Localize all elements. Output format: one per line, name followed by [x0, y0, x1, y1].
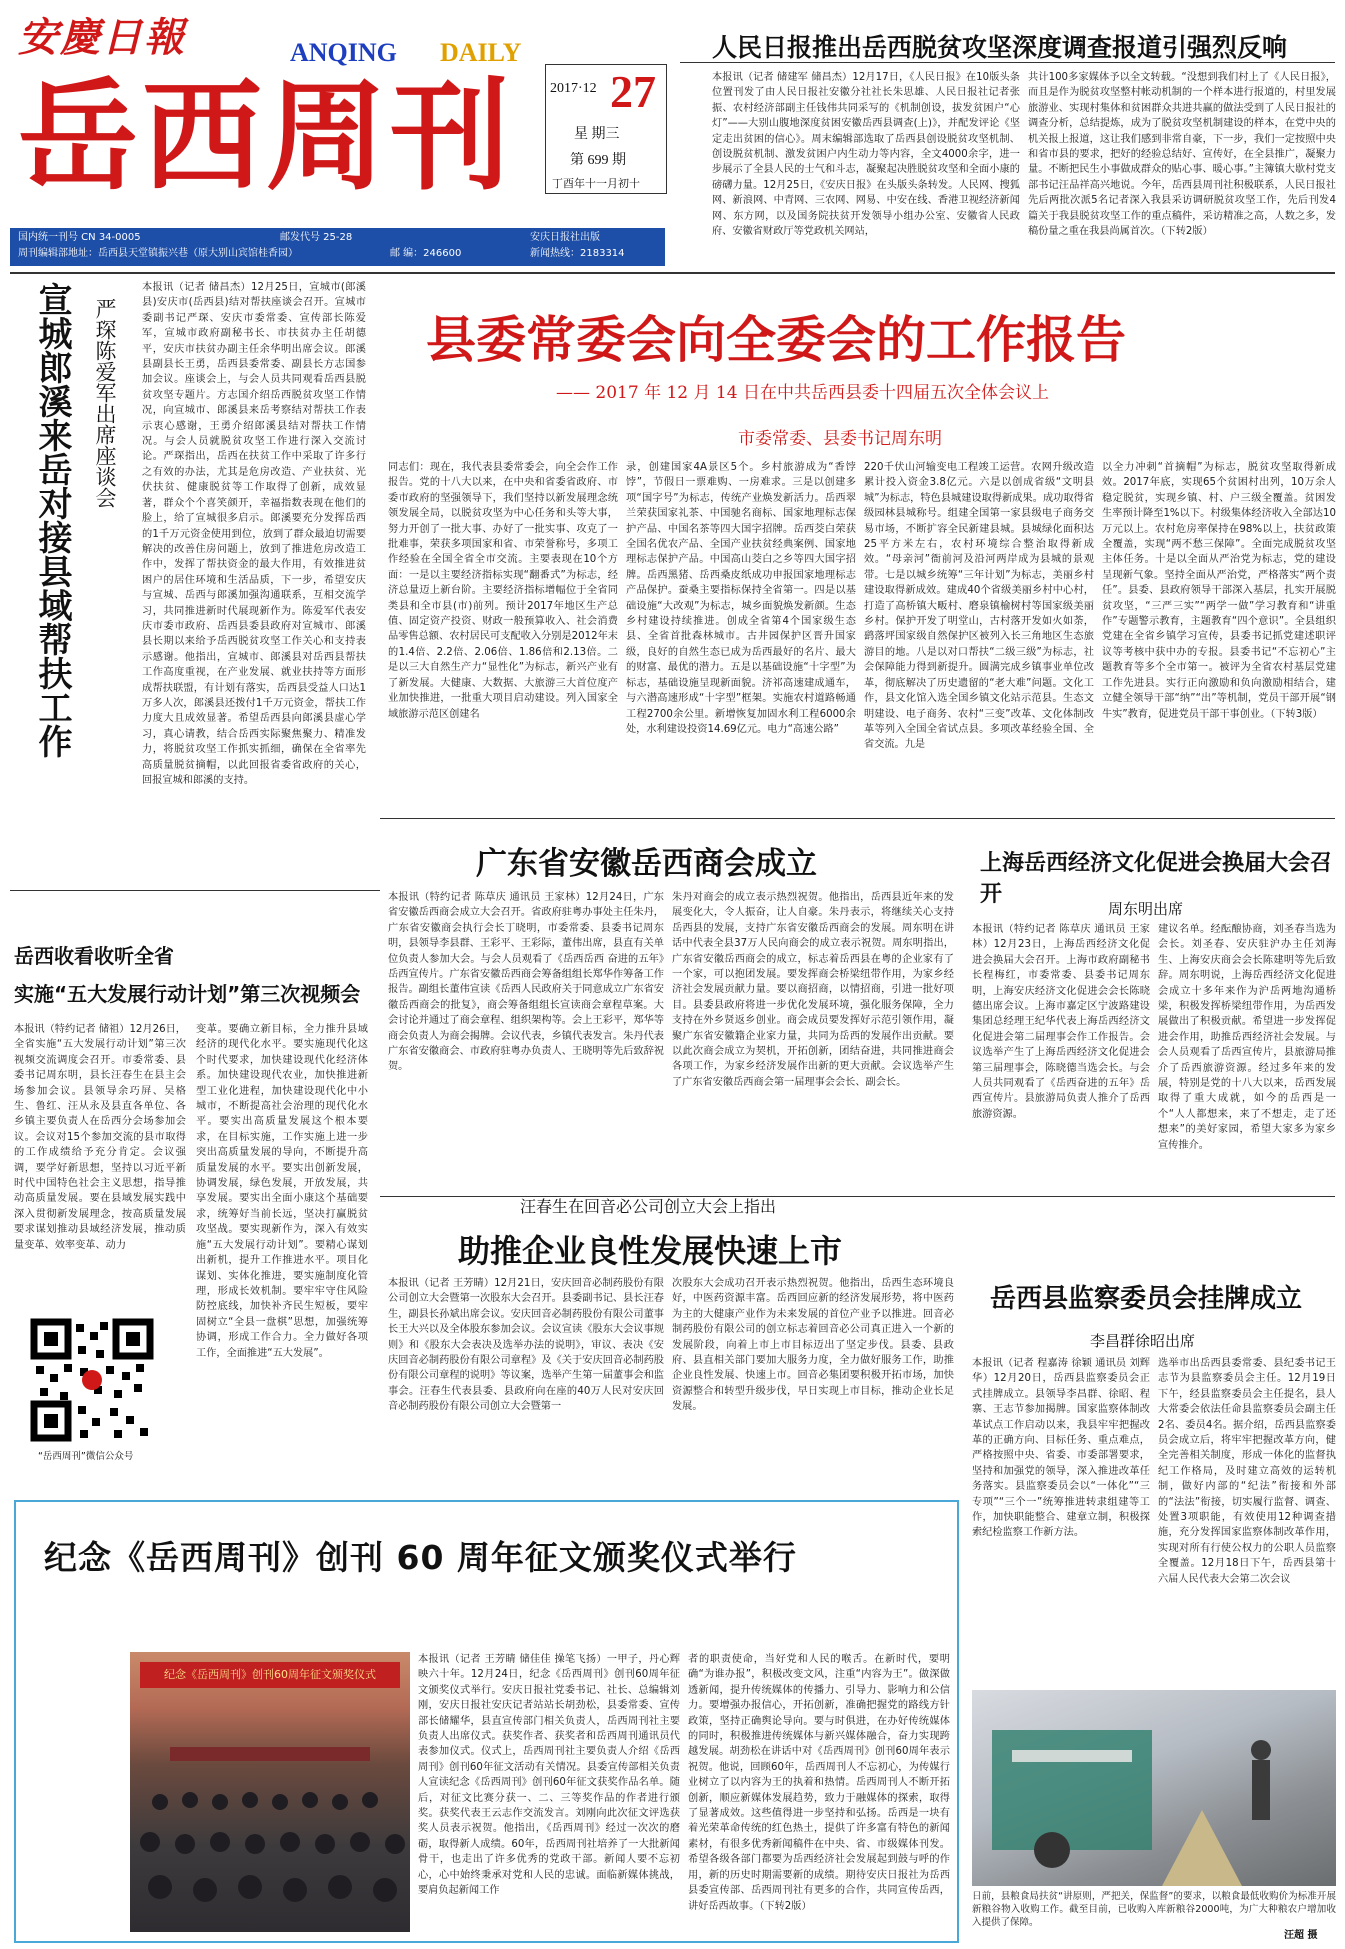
anniversary-col2: 者的职责使命，当好党和人民的喉舌。在新时代，要明确“为谁办报”，积极改变文风，注重“内容为王”。做深做透新闻，提升传统媒体的传播力、引导力、影响力和公信力。要增强办报信心，开拓创新，准确把握党的路线方针政策，坚持正确舆论导向。要与时俱进，在办好传统媒体的同时，积极推进传统媒体与新兴媒体融合，奋力实现跨越发展。胡劲松在讲话中对《岳西周刊》创刊60周年表示祝贺。他说，回顾60年，岳西周刊人不忘初心，为传媒行业树立了以内容为王的执着和热情。岳西周刊人不断开拓创新，顺应新媒体发展趋势，致力于融媒体的探索，取得了显著成效。这些值得进一步坚持和弘扬。岳西是一块有着光荣革命传统的红色热土，提供了许多富有特色的新闻素材，有很多优秀新闻稿件在中央、省、市级媒体刊发。希望各级各部门都要为岳西经济社会发展起到鼓与呼的作用，新的历史时期需要新的成绩。期待安庆日报社为岳西县委宣传部、岳西周刊社有更多的合作，共同宣传岳西，讲好岳西故事。（下转2版） — [688, 1654, 950, 1912]
jiancha-col2: 选举市出岳西县委常委、县纪委书记王志节为县监察委员会主任。12月19日下午，经县监察委员会主任提名，县人大常委会依法任命县监察委员会副主任2名、委员4名。据介绍，岳西县监察委员会成立后，将牢牢把握改革方向，健全完善相关制度，形成一体化的监督执纪工作格局，及时建立高效的运转机制，做好内部的“纪法”衔接和外部的“法法”衔接，切实履行监督、调查、处置3项职能，有效使用12种调查措施，充分发挥国家监察体制改革作用，实现对所有行使公权力的公职人员监察全覆盖。12月18日下午，岳西县第十六届人民代表大会第二次会议 — [1158, 1358, 1336, 1585]
weekly-title: 岳西周刊 — [18, 68, 514, 207]
anniversary-col1: 本报讯（记者 王芳睛 储佳佳 操笔飞扬）一甲子，丹心辉映六十年。12月24日，纪念《岳西周刊》创刊60周年征文颁奖仪式举行。安庆日报社党委书记、社长、总编辑刘刚，安庆日报社安庆记者站站长胡劲松，县委常委、宣传部长储耀华，县直宣传部门相关负责人，岳西周刊社主要负责人出席仪式。获奖作者、获奖者和岳西周刊通讯员代表参加仪式。仪式上，岳西周刊社主要负责人介绍《岳西周刊》创刊60年征文活动有关情况。县委宣传部相关负责人宣读纪念《岳西周刊》创刊60年征文获奖作品名单。随后，对征文比赛分获一、二、三等奖作品的作者进行颁奖。获奖代表王云志作交流发言。刘刚向此次征文评选获奖人员表示祝贺。他指出，《岳西周刊》经过一次次的磨砺，取得新人成绩。60年，岳西周刊社培养了一大批新闻骨干，也走出了许多优秀的党政干部。新闻人要不忘初心，心中始终秉承对党和人民的忠诚。面临新媒体挑战，要肩负起新闻工作 — [418, 1654, 680, 1897]
main-report-byline: 市委常委、县委书记周东明 — [738, 429, 942, 449]
left-vertical-body: 本报讯（记者 储昌杰）12月25日，宣城市(郎溪县)安庆市(岳西县)结对帮扶座谈会召开。宣城市委副书记严琛、安庆市委常委、宣传部长陈爱军，宣城市政府副秘书长、市扶贫办主任胡德平，安庆市扶贫办副主任余华明出席会议。郎溪县副县长王勇，岳西县委常委、副县长方志国参加会议。座谈会上，与会人员共同观看岳西县脱贫攻坚专题片。方志国介绍岳西脱贫攻坚工作情况，向宣城市、郎溪县来岳考察结对帮扶工作表示衷心感谢，王勇介绍郎溪县结对帮扶工作情况。与会人员就脱贫攻坚工作进行深入交流讨论。严琛指出，岳西在扶贫工作中采取了许多行之有效的办法，尤其是危房改造、产业扶贫、光伏扶贫、健康脱贫等工作取得了创新，成效显著，群众个个喜笑颜开，幸福指数表现在他们的脸上，给了宣城很多启示。郎溪要充分发挥岳西的1千万元资金使用到位，放到了群众最迫切需要解决的改善住房问题上，放到了推进危房改造工作中，发挥了帮扶资金的最大作用，有效推进贫困户的居住环境和生活品质，下一步，希望安庆与宣城、岳西与郎溪加强沟通联系，互相交流学习，共同推进新时代展现新作为。陈爱军代表安庆市委市政府、岳西县委县政府对宣城市、郎溪县长期以来给予岳西脱贫攻坚工作关心和支持表示感谢。他指出，宣城市、郎溪县对岳西县帮扶工作高度重视，在产业发展、就业扶持等方面形成帮扶联盟，有计划有落实，岳西县受益人口达1万多人次，郎溪县还拨付1千万元资金，帮扶工作力度大且成效显著。希望岳西县向郎溪县虚心学习，真心请教，结合岳西实际聚焦聚力、精准发力，将脱贫攻坚工作抓实抓细，确保在全省率先高质量脱贫摘帽，以此回报省委省政府的关心，回报宣城和郎溪的支持。 — [142, 282, 366, 786]
anniversary-headline: 纪念《岳西周刊》创刊 60 周年征文颁奖仪式举行 — [44, 1538, 797, 1577]
shanghai-col2: 建议名单。经酝酿协商，刘圣春当选为会长。刘圣春、安庆驻沪办主任刘海生、上海安庆商会会长陈建明等先后致辞。周东明说，上海岳西经济文化促进会成立十多年来作为沪岳两地沟通桥梁，积极发挥桥梁纽带作用，为岳西发展做出了积极贡献。希望进一步发挥促进会作用，助推岳西经济社会发展。与会人员观看了岳西宣传片，县旅游局推介了岳西旅游资源。经过多年来的发展，特别是党的十八大以来，岳西发展取得了重大成就，如今的岳西是一个“人人都想来，来了不想走，走了还想来”的美好家园，希望大家多为家乡宣传推介。 — [1158, 924, 1336, 1151]
date-box — [545, 64, 667, 194]
info-address: 周刊编辑部地址：岳西县天堂镇振兴巷（原大别山宾馆桂香园） — [18, 248, 298, 259]
left-news2-col1: 本报讯（特约记者 储祖）12月26日，全省实施“五大发展行动计划”第三次视频交流调度会召开。市委常委、县委书记周东明，县长汪春生在县主会场参加会议。县领导余巧屏、吴格生、鲁红、汪从永及县直各单位、各乡镇主要负责人在岳西分会场参加会议。会议对15个参加交流的县市取得的工作成绩给予充分肯定。会议强调，要学好新思想，坚持以习近平新时代中国特色社会主义思想，指导推动高质量发展。要在县域发展实践中深入贯彻新发展理念，按高质量发展要求谋划推动县域经济发展，推动质量变革、效率变革、动力 — [14, 1024, 186, 1251]
main-report-subhead: —— 2017 年 12 月 14 日在中共岳西县委十四届五次全体会议上 — [556, 383, 1049, 403]
center-news-kicker: 汪春生在回音必公司创立大会上指出 — [520, 1197, 777, 1216]
left-vertical-subtitle: 严琛陈爱军出席座谈会 — [93, 298, 117, 508]
left-vertical-title: 宣城郎溪来岳对接县域帮扶工作 — [32, 282, 72, 758]
guangdong-col1: 本报讯（特约记者 陈草庆 通讯员 王家林）12月24日，广东省安徽岳西商会成立大会召开。省政府驻粤办事处主任朱丹，广东省安徽商会执行会长丁晓明，市委常委、县委书记周东明，县领导李县群、王彩平、王彩际，董伟出席，县直有关单位负责人参加大会。与会人员观看了《岳西岳西 奋进的五年》岳西宣传片。广东省安徽岳西商会筹备组组长郑华作筹备工作报告。副组长董伟宣读《岳西人民政府关于同意成立广东省安徽岳西商会的批复》，商会筹备组组长宣读商会章程草案。大会讨论并通过了商会章程、组织架构等。会上王彩平，郑华等商会负责人为商会揭牌。会议代表，乡镇代表发言。朱丹代表广东省安徽商会、市政府驻粤办负责人、王晓明等先后致辞祝贺。 — [388, 892, 664, 1073]
paper-name-en2: DAILY — [440, 38, 522, 67]
guangdong-headline: 广东省安徽岳西商会成立 — [476, 846, 817, 882]
date-year-month: 2017·12 — [550, 81, 597, 96]
top-right-headline: 人民日报推出岳西脱贫攻坚深度调查报道引强烈反响 — [712, 33, 1288, 62]
center-news-col2: 次股东大会成功召开表示热烈祝贺。他指出，岳西生态环境良好，中医药资源丰富。岳西回应新的经济发展形势，将中医药为主的大健康产业作为未来发展的首位产业予以推进。回音必制药股份有限公司的创立标志着回音必公司真正进入一个新的发展阶段，向着上市上市目标迈出了坚定步伐。县委、县政府、县直相关部门要加大服务力度，全力做好服务工作，助推企业良性发展、快速上市。回音必集团要积极开拓市场，加快资源整合和转型升级步伐，早日实现上市目标，推动企业长足发展。 — [672, 1278, 954, 1413]
info-postal-code: 邮发代号 25-28 — [280, 232, 353, 243]
info-zip: 邮 编：246600 — [390, 248, 462, 259]
paper-name: 安慶日報 — [18, 14, 186, 61]
date-day: 27 — [610, 66, 656, 117]
center-news-col1: 本报讯（记者 王芳睛）12月21日，安庆回音必制药股份有限公司创立大会暨第一次股东大会召开。县委副书记、县长汪春生，副县长孙斌出席会议。安庆回音必制药股份有限公司董事长王大兴以及全体股东参加会议。会议宣读《股东大会议事规则》和《股东大会表决及选举办法的说明》，审议、表决《安庆回音必制药股份有限公司章程》及《关于安庆回音必制药股份有限公司章程的说明》等议案，选举产生第一届董事会和监事会。汪春生代表县委、县政府向在座的40万人民对安庆回音必制药股份有限公司创立大会暨第一 — [388, 1278, 664, 1413]
info-hotline: 新闻热线：2183314 — [530, 248, 625, 259]
left-news2-headline2: 实施“五大发展行动计划”第三次视频会 — [14, 982, 361, 1006]
shanghai-col1: 本报讯（特约记者 陈草庆 通讯员 王家林）12月23日，上海岳西经济文化促进会换届大会召开。上海市政府副秘书长程梅红，市委常委、县委书记周东明，上海安庆经济文化促进会会长陈晓德出席会议。上海市嘉定区宁波路建设集团总经理王纪华代表上海岳西经济文化促进会第二届理事会作工作报告。会议选举产生了上海岳西经济文化促进会第三届理事会，陈晓德当选会长。与会人员共同观看了《岳西奋进的五年》岳西宣传片。县旅游局负责人推介了岳西旅游资源。 — [972, 924, 1150, 1120]
main-report-col1: 同志们：现在，我代表县委常委会，向全会作工作报告。党的十八大以来，在中央和省委省政府、市委市政府的坚强领导下，我们坚持以新发展理念统领发展全局，以脱贫攻坚为中心任务和头等大事，努力开创了一批大事、办好了一批实事、攻克了一批难事，荣获多项国家和省、市荣誉称号，多项工作经验在全国全省全市交流。主要表现在10个方面：一是以主要经济指标实现“翻番式”为标志，经济总量迈上新台阶。主要经济指标增幅位于全省同类县和全市县(市)前列。预计2017年地区生产总值、固定资产投资、财政一般预算收入、社会消费品零售总额、农村居民可支配收入分别是2012年末的1.4倍、2.2倍、2.06倍、1.86倍和2.13倍。二是以三大自然生产力“显性化”为标志，新兴产业有了新发展。大健康、大数据、大旅游三大首位度产业加快推进，一批重大项目启动建设。列入国家全域旅游示范区创建名 — [388, 462, 618, 720]
publication-info-bar — [10, 228, 665, 266]
info-cn-number: 国内统一刊号 CN 34-0005 — [18, 232, 141, 243]
grain-purchase-photo — [972, 1690, 1336, 1886]
info-publisher: 安庆日报社出版 — [530, 232, 600, 243]
grain-photo-caption: 日前，县粮食局扶贫“讲原则，严把关，保监督”的要求，以粮食最低收购价为标准开展新粮谷物入收购工作。截至目前，已收购入库新粮谷2000吨，为广大种粮农户增加收入提供了保障。 — [972, 1891, 1336, 1928]
jiancha-byline: 李昌群徐昭出席 — [1090, 1332, 1196, 1350]
weekday: 星 期三 — [574, 127, 620, 142]
qr-caption: “岳西周刊”微信公众号 — [38, 1451, 134, 1462]
main-report-col2: 录，创建国家4A景区5个。乡村旅游成为“香饽饽”，节假日一票难购、一房难求。三是以创建多项“国字号”为标志，传统产业焕发新活力。岳西翠兰荣获国家礼茶、中国驰名商标、国家地理标志保护产品、中国名茶等四大国字招牌。岳西茭白荣获全国名优农产品、全国产业扶贫经典案例、国家地理标志保护产品。中国高山茭白之乡等四大国字招牌。岳西黑猪、岳西桑皮纸成功申报国家地理标志产品保护。蚕桑主要指标保持全省第一。四是以基础设施“大改观”为标志，城乡面貌焕发新颜。生态乡村建设持续推进。创成全省第4个国家级生态县、全省首批森林城市。古井园保护区晋升国家级，良好的自然生态已成为岳西最好的名片、最大的财富、最优的潜力。五是以基础设施“十字型”为标志，基础设施呈现新面貌。济祁高速建成通车，与六潜高速形成“十字型”框架。实施农村道路畅通工程2700余公里。新增恢复加固水利工程6000余处，水利建设投资14.69亿元。电力“高速公路” — [626, 462, 856, 735]
grain-machine-illustration — [972, 1690, 1336, 1886]
left-news2-headline1: 岳西收看收听全省 — [14, 944, 174, 968]
paper-name-en1: ANQING — [290, 38, 397, 67]
shanghai-headline: 上海岳西经济文化促进会换届大会召开 — [980, 851, 1333, 907]
left-news2-col2: 变革。要确立新目标，全力推升县域经济的现代化水平。要实施现代化这个时代要求，加快建设现代化经济体系。加快建设现代农业，加快推进新型工业化进程，加快建设现代化中小城市，不断提高社会治理的现代化水平。要实出高质量发展这个根本要求，在目标实施，工作实施上进一步突出高质量发展的导向，不断提升高质量发展的水平。要实出创新发展，协调发展，绿色发展，开放发展，共享发展。要实出全面小康这个基础要求，统筹好当前长远，坚决打赢脱贫攻坚战。要实现新作为，深入有效实施“五大发展行动计划”。要精心谋划出新机，提升工作推进水平。项目化谋划、实体化推进，要实施制度化管理，形成长效机制。要牢牢守住风险防控底线，加快补齐民生短板，要牢固树立“全县一盘棋”思想，加强统筹协调，形成工作合力。全力做好各项工作，全面推进“五大发展”。 — [196, 1024, 368, 1359]
qr-code[interactable] — [30, 1318, 154, 1442]
main-report-col4: 以全力冲刺“首摘帽”为标志，脱贫攻坚取得新成效。2017年底，实现65个贫困村出列，10万余人稳定脱贫，实现乡镇、村、户三级全覆盖。贫困发生率预计降至1%以下。村级集体经济收入全部达10万元以上。农村危房率保持在98%以上，扶贫政策全覆盖，实现“两不愁三保障”。全面完成脱贫攻坚主体任务。十是以全面从严治党为标志，党的建设呈现新气象。坚持全面从严治党，严格落实“两个责任”。县委、县政府领导干部深入基层，扎实开展脱贫攻坚，“三严三实”“两学一做”学习教育和“讲重作”专题警示教育，主题教育“四个意识”。全县组织党建在全省乡镇学习宣传，县委书记抓党建述职评议等考核中获中办的专报。县委书记“不忘初心”主题教育等多个全市第一。被评为全省农村基层党建工作先进县。实行正向激励和负向激励相结合，建立健全领导干部“纳”“出”等机制，党员干部开展“钢牛实”教育，促进党员干部干事创业。（下转3版） — [1102, 462, 1336, 720]
jiancha-col1: 本报讯（记者 程嘉涛 徐颖 通讯员 刘辉华）12月20日，岳西县监察委员会正式挂牌成立。县领导李昌群、徐昭、程寨、王志节参加揭牌。国家监察体制改革试点工作启动以来，我县牢牢把握改革的正确方向、目标任务、重点难点，严格按照中央、省委、市委部署要求，坚持和加强党的领导，深入推进改革任务落实。县监察委员会以“一体化”“三专项”“三个一”统筹推进转隶组建等工作，加快职能整合、建章立制，积极探索纪检监察工作新方法。 — [972, 1358, 1150, 1539]
jiancha-headline: 岳西县监察委员会挂牌成立 — [990, 1284, 1303, 1314]
center-news-headline: 助推企业良性发展快速上市 — [458, 1232, 843, 1270]
guangdong-col2: 朱丹对商会的成立表示热烈祝贺。他指出，岳西县近年来的发展变化大，令人振奋，让人自豪。朱丹表示，将继续关心支持岳西县的发展，支持广东省安徽岳西商会的发展。周东明在讲话中代表全县37万人民向商会的成立表示祝贺。周东明指出，广东省安徽岳西商会的成立，标志着岳西县在粤的企业家有了一个家，可以抱团发展。要发挥商会桥梁纽带作用，为家乡经济社会发展贡献力量。要以商招商，以情招商，引进一批好项目。县委县政府将进一步优化发展环境，强化服务保障，全力支持在外乡贤返乡创业。商会成员要发挥好示范引领作用，凝聚广东省安徽籍企业家力量，共同为岳西的发展作出贡献。要以此次商会成立为契机，开拓创新，团结奋进，共同推进商会各项工作，为家乡经济发展作出新的更大贡献。会议选举产生了广东省安徽岳西商会第一届理事会会长、副会长。 — [672, 892, 954, 1088]
main-report-headline: 县委常委会向全委会的工作报告 — [426, 311, 1126, 369]
anniversary-ceremony-photo — [130, 1652, 410, 1932]
photo-banner: 纪念《岳西周刊》创刊60周年征文颁奖仪式 — [140, 1662, 400, 1688]
top-right-col1: 本报讯（记者 储建军 储昌杰）12月17日，《人民日报》在10版头条位置刊发了由人民日报社安徽分社社长朱思雄、人民日报社记者张振、农村经济部副主任钱伟共同采写的《机制创设，拔发贫困户“心灯”——大别山腹地深度贫困安徽岳西县调查(上)》，并配发评论《坚定走出贫困的信心》。周末编辑部选取了岳西县创设脱贫攻坚机制、创设脱贫机制、激发贫困户内生动力等内容，全文4000余字，进一步展示了全县人民的士气和斗志，凝聚起决胜脱贫攻坚和全面小康的磅礴力量。12月25日，《安庆日报》在头版头条转发。人民网、搜狐网、新浪网、中青网、三农网、网易、中安在线、香港卫视经济新闻网、东方网，以及国务院扶贫开发领导小组办公室、安徽省人民政府、安徽省财政厅等党政机关网站， — [712, 72, 1020, 238]
shanghai-byline: 周东明出席 — [1108, 900, 1184, 918]
main-report-col3: 220千伏山河输变电工程竣工运营。农网升级改造累计投入资金3.8亿元。六是以创成省级“文明县城”为标志，特色县城建设取得新成果。成功取得省级园林县城称号。组建全国第一家县级电子商务交易市场，不断扩容全民新建县城。县城绿化面积达25平方米左右，农村环境综合整治取得新成效。“母亲河”衙前河及沿河两岸成为县城的景观带。七是以城乡统筹“三年计划”为标志，美丽乡村建设取得新成效。建成40个省级美丽乡村中心村，打造了高桥镇大畈村、磨泉镇榆树村等国家级美丽乡村。保护开发了明堂山，古村落开发如火如荼，鹞落坪国家级自然保护区被列入长三角地区生态旅游目的地。八是以对口帮扶“二级三级”为标志，社会保障能力得到新提升。圆满完成乡镇事业单位改革，彻底解决了历史遗留的“老大难”问题。文化工作，县文化馆入选全国乡镇文化站示范县。生态文明建设、电子商务、农村“三变”改革、文化体制改革等列入全国全省试点县。多项改革经验全国、全省交流。九是 — [864, 462, 1094, 751]
top-right-col2: 共计100多家媒体予以全文转载。“没想到我们村上了《人民日报》，而且是作为脱贫攻坚整村帐动机制的一个样本进行报道的，村里发展旅游业、实现村集体和贫困群众共进共赢的做法受到了人民日报社的调查分析，总结提炼，成为了脱贫攻坚机制建设的样本，在党中央的机关报上报道，这让我们感到非常自豪，下一步，我们一定按照中央和省市县的要求，把好的经验总结好、宣传好，在全县推广，凝聚力量。不断把民生小事做成群众的贴心事、暖心事。”主簿镇大歇村党支部书记汪品祥高兴地说。今年，岳西县周刊社积极联系，人民日报社先后两批次派5名记者深入我县采访调研脱贫攻坚工作，先后刊发4篇关于我县脱贫攻坚工作的重点稿件，采访精准之高，人数之多，发稿份量之重在我县尚属首次。（下转2版） — [1028, 72, 1336, 238]
grain-photo-credit: 汪超 摄 — [1284, 1930, 1318, 1941]
issue-number: 第 699 期 — [570, 153, 626, 168]
audience-illustration — [130, 1652, 410, 1932]
lunar-date: 丁酉年十一月初十 — [552, 178, 640, 190]
